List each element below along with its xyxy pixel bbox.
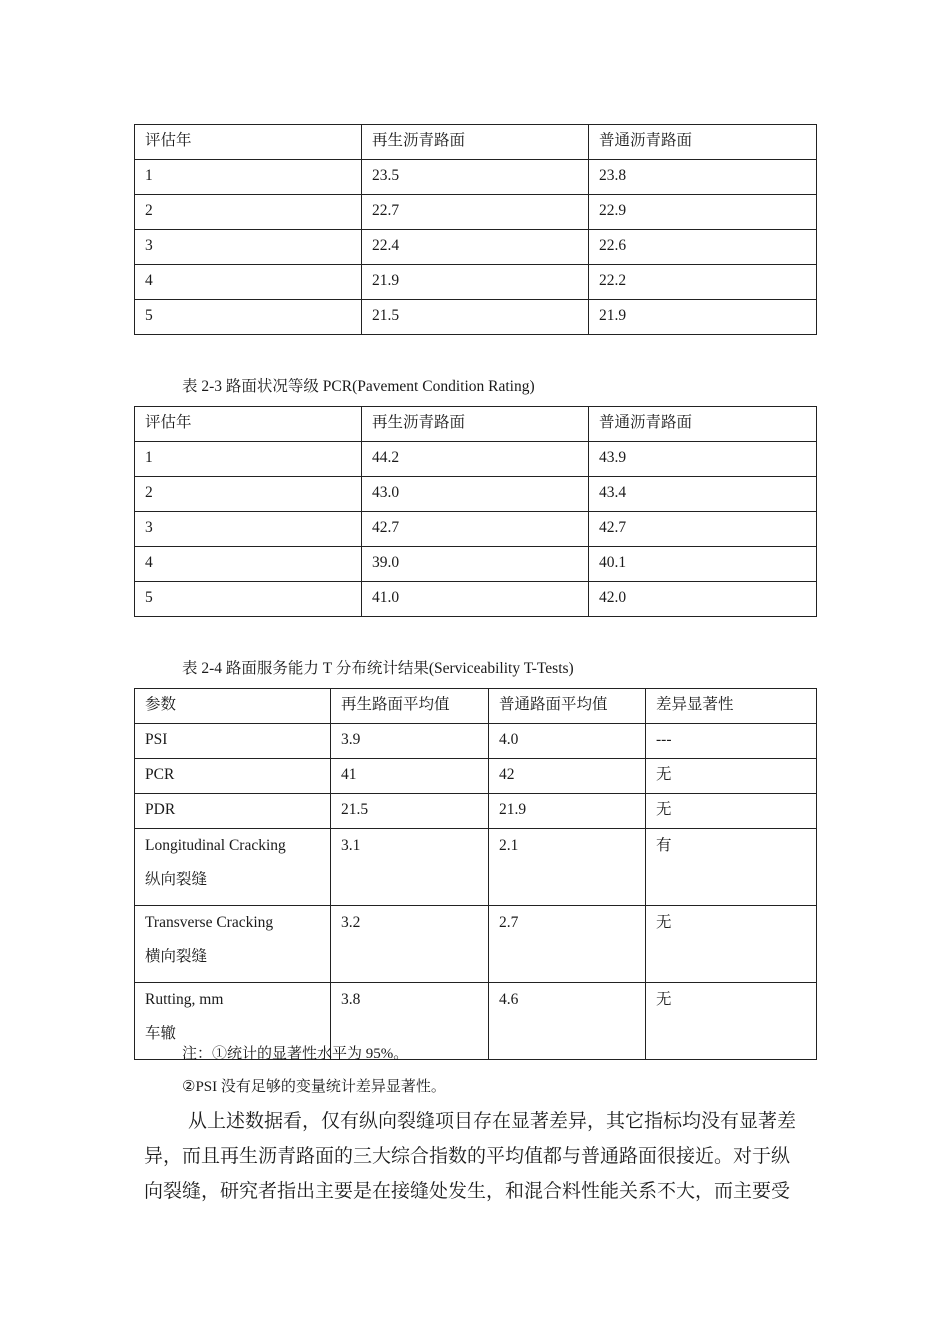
paragraph-line-text: 从上述数据看，仅有纵向裂缝项目存在显著差异，其它指标均没有显著差 xyxy=(188,1111,797,1132)
table-cell: 44.2 xyxy=(362,442,589,477)
table-cell: 22.9 xyxy=(589,195,817,230)
table-cell: 4 xyxy=(135,265,362,300)
table-cell: 3.1 xyxy=(331,829,489,906)
table-cell: 21.9 xyxy=(589,300,817,335)
param-cell xyxy=(135,906,331,983)
paragraph-line: 向裂缝，研究者指出主要是在接缝处发生，和混合料性能关系不大，而主要受 xyxy=(144,1181,791,1202)
table-cell: 22.6 xyxy=(589,230,817,265)
table-cell: 42.7 xyxy=(589,512,817,547)
table-header-row xyxy=(135,689,817,724)
param-cell: PCR xyxy=(135,759,331,794)
table-cell: 无 xyxy=(646,983,817,1060)
table-row xyxy=(135,477,817,512)
table-cell: 43.4 xyxy=(589,477,817,512)
header-cell: 差异显著性 xyxy=(646,689,817,724)
table-caption-pcr: 表 2-3 路面状况等级 PCR(Pavement Condition Rating) xyxy=(182,378,535,395)
table-cell: 23.5 xyxy=(362,160,589,195)
param-cell xyxy=(135,829,331,906)
table-cell: 41 xyxy=(331,759,489,794)
table-row xyxy=(135,265,817,300)
table-caption-ttests: 表 2-4 路面服务能力 T 分布统计结果(Serviceability T-Tests) xyxy=(182,660,574,677)
table-cell: 4 xyxy=(135,547,362,582)
table-cell: 42 xyxy=(489,759,646,794)
table-serviceability-ttests xyxy=(134,688,817,1060)
table-cell: 无 xyxy=(646,759,817,794)
table-row xyxy=(135,906,817,983)
table-cell: 22.7 xyxy=(362,195,589,230)
table-row xyxy=(135,829,817,906)
header-cell: 参数 xyxy=(135,689,331,724)
paragraph-line: 异，而且再生沥青路面的三大综合指数的平均值都与普通路面很接近。对于纵 xyxy=(144,1146,791,1167)
table-cell: 1 xyxy=(135,442,362,477)
table-row xyxy=(135,794,817,829)
table-cell: 40.1 xyxy=(589,547,817,582)
param-cn: 横向裂缝 xyxy=(145,948,208,965)
table-row xyxy=(135,195,817,230)
table-header-row xyxy=(135,407,817,442)
table-pcr xyxy=(134,406,817,617)
table-cell: 无 xyxy=(646,794,817,829)
table-row xyxy=(135,230,817,265)
param-en: Transverse Cracking xyxy=(145,914,274,931)
table-cell: 3 xyxy=(135,230,362,265)
table-cell: 4.0 xyxy=(489,724,646,759)
table-cell: 无 xyxy=(646,906,817,983)
header-cell: 普通沥青路面 xyxy=(589,407,817,442)
param-cell: PDR xyxy=(135,794,331,829)
table-row xyxy=(135,300,817,335)
table-cell: 3.8 xyxy=(331,983,489,1060)
table-cell: 3 xyxy=(135,512,362,547)
table-cell: 4.6 xyxy=(489,983,646,1060)
header-cell: 再生沥青路面 xyxy=(362,125,589,160)
table-cell: 2 xyxy=(135,477,362,512)
param-cell: PSI xyxy=(135,724,331,759)
table-row xyxy=(135,724,817,759)
table-cell: 2.1 xyxy=(489,829,646,906)
table-cell: 3.9 xyxy=(331,724,489,759)
header-cell: 再生路面平均值 xyxy=(331,689,489,724)
table-row xyxy=(135,547,817,582)
header-cell: 评估年 xyxy=(135,407,362,442)
table-row xyxy=(135,512,817,547)
table-cell: 21.5 xyxy=(362,300,589,335)
table-header-row xyxy=(135,125,817,160)
table-cell: 21.5 xyxy=(331,794,489,829)
table-cell: 2.7 xyxy=(489,906,646,983)
note-significance-level: 注：①统计的显著性水平为 95%。 xyxy=(182,1046,409,1062)
table-cell: 22.2 xyxy=(589,265,817,300)
table-cell: 23.8 xyxy=(589,160,817,195)
table-cell: 1 xyxy=(135,160,362,195)
table-cell: 41.0 xyxy=(362,582,589,617)
header-cell: 评估年 xyxy=(135,125,362,160)
table-cell: --- xyxy=(646,724,817,759)
table-cell: 5 xyxy=(135,300,362,335)
header-cell: 再生沥青路面 xyxy=(362,407,589,442)
body-paragraph xyxy=(144,1104,814,1209)
table-cell: 43.0 xyxy=(362,477,589,512)
param-cn: 纵向裂缝 xyxy=(145,871,208,888)
header-cell: 普通沥青路面 xyxy=(589,125,817,160)
table-cell: 2 xyxy=(135,195,362,230)
table-cell: 42.0 xyxy=(589,582,817,617)
paragraph-line xyxy=(144,1104,814,1139)
table-cell: 5 xyxy=(135,582,362,617)
table-cell: 21.9 xyxy=(362,265,589,300)
param-cn: 车辙 xyxy=(145,1025,177,1042)
table-row xyxy=(135,160,817,195)
table-cell: 21.9 xyxy=(489,794,646,829)
param-en: Rutting, mm xyxy=(145,991,224,1008)
table-row xyxy=(135,582,817,617)
table-row xyxy=(135,759,817,794)
table-cell: 有 xyxy=(646,829,817,906)
header-cell: 普通路面平均值 xyxy=(489,689,646,724)
note-psi: ②PSI 没有足够的变量统计差异显著性。 xyxy=(182,1079,446,1095)
table-cell: 22.4 xyxy=(362,230,589,265)
table-cell: 3.2 xyxy=(331,906,489,983)
table-cell: 42.7 xyxy=(362,512,589,547)
param-en: Longitudinal Cracking xyxy=(145,837,286,854)
table-cell: 43.9 xyxy=(589,442,817,477)
table-cell: 39.0 xyxy=(362,547,589,582)
table-row xyxy=(135,442,817,477)
table-drr xyxy=(134,124,817,335)
